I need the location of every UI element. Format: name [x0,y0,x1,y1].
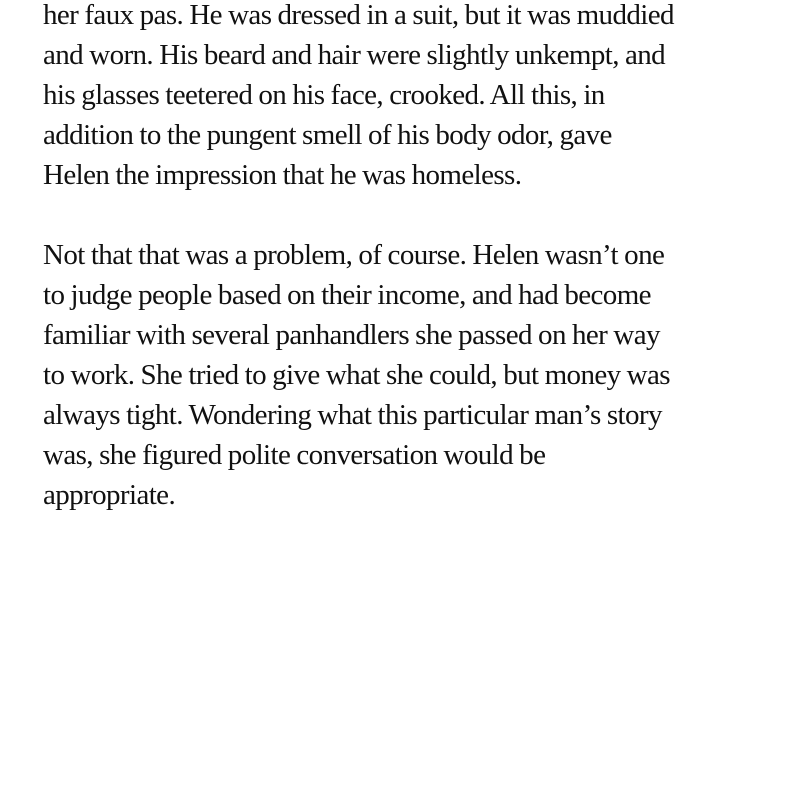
story-text [43,0,758,515]
paragraph-2 [43,235,758,515]
text-line: familiar with several panhandlers she passed on her way [43,319,660,351]
text-line: was, she figured polite conversation would be [43,439,546,471]
text-line: her faux pas. He was dressed in a suit, but it was muddied [43,0,674,31]
text-line: his glasses teetered on his face, crooked. All this, in [43,79,605,111]
text-line: addition to the pungent smell of his body odor, gave [43,119,612,151]
text-line: and worn. His beard and hair were slightly unkempt, and [43,39,666,71]
paragraph-1 [43,0,758,195]
text-line: always tight. Wondering what this particular man’s story [43,399,662,431]
text-line: appropriate. [43,479,176,511]
text-line: to judge people based on their income, and had become [43,279,651,311]
paragraph-gap [43,195,758,235]
text-line: to work. She tried to give what she could, but money was [43,359,670,391]
text-line: Helen the impression that he was homeless. [43,159,522,191]
text-line: Not that that was a problem, of course. Helen wasn’t one [43,239,665,271]
